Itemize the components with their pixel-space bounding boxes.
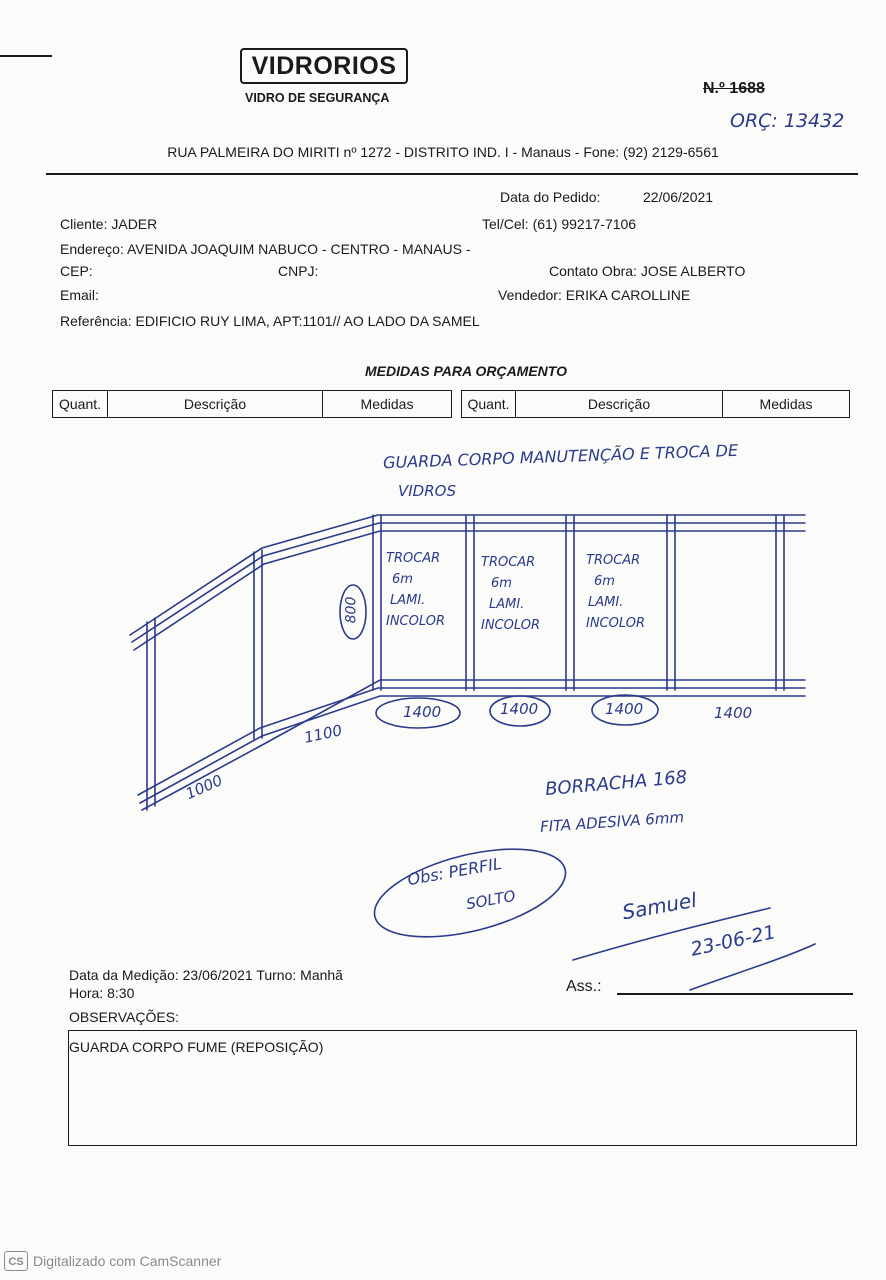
panel-note-1 (386, 548, 445, 632)
signature-line (617, 993, 853, 995)
order-date: 22/06/2021 (643, 189, 714, 205)
col-medidas: Medidas (323, 391, 452, 418)
measurement-date: Data da Medição: 23/06/2021 Turno: Manhã (69, 967, 343, 983)
panel-line: INCOLOR (386, 614, 445, 629)
scanner-watermark (4, 1251, 221, 1271)
signature-name: Samuel (620, 887, 699, 925)
width-dimension: 1400 (605, 700, 644, 718)
email-field: Email: (60, 287, 99, 303)
order-date-label: Data do Pedido: (500, 189, 601, 205)
panel-line: 6m (491, 576, 512, 591)
obs-note-line2: SOLTO (464, 886, 517, 914)
sketch-note-line2: VIDROS (398, 482, 456, 500)
camscanner-icon: CS (4, 1251, 28, 1271)
width-dimension: 1100 (302, 721, 344, 747)
scanner-text: Digitalizado com CamScanner (33, 1253, 222, 1269)
width-dimension: 1000 (182, 771, 226, 803)
signature-date: 23-06-21 (688, 921, 778, 961)
logo-text: VIDRORIOS (251, 52, 397, 80)
observations-text: GUARDA CORPO FUME (REPOSIÇÃO) (69, 1039, 324, 1055)
panel-line: 6m (392, 572, 413, 587)
obs-note-line1: Obs: PERFIL (406, 853, 504, 890)
company-address: RUA PALMEIRA DO MIRITI nº 1272 - DISTRITO IND. I - Manaus - Fone: (92) 2129-6561 (167, 144, 719, 160)
material-borracha: BORRACHA 168 (544, 766, 688, 801)
observations-label: OBSERVAÇÕES: (69, 1009, 179, 1025)
client-field: Cliente: JADER (60, 216, 158, 232)
panel-note-3 (586, 550, 645, 634)
col-descricao: Descrição (108, 391, 323, 418)
logo-tagline: VIDRO DE SEGURANÇA (245, 91, 390, 105)
width-dimension: 1400 (403, 703, 442, 721)
reference-field: Referência: EDIFICIO RUY LIMA, APT:1101// AO LADO DA SAMEL (60, 313, 480, 329)
col-medidas: Medidas (723, 391, 850, 418)
panel-line: TROCAR (586, 553, 641, 568)
panel-line: LAMI. (390, 593, 426, 608)
address-field: Endereço: AVENIDA JOAQUIM NABUCO - CENTRO - MANAUS - (60, 241, 471, 257)
contact-field: Contato Obra: JOSE ALBERTO (549, 263, 746, 279)
phone-field: Tel/Cel: (61) 99217-7106 (482, 216, 637, 232)
col-descricao: Descrição (516, 391, 723, 418)
observations-box (68, 1030, 857, 1146)
measures-title: MEDIDAS PARA ORÇAMENTO (365, 363, 567, 379)
signature-label: Ass.: (566, 978, 602, 995)
order-number: N.º 1688 (703, 80, 765, 97)
col-quant: Quant. (53, 391, 108, 418)
seller-field: Vendedor: ERIKA CAROLLINE (498, 287, 691, 303)
panel-line: TROCAR (481, 555, 536, 570)
panel-line: INCOLOR (481, 618, 540, 633)
panel-line: INCOLOR (586, 616, 645, 631)
height-dimension: 800 (343, 596, 360, 624)
sketch-note-line1: GUARDA CORPO MANUTENÇÃO E TROCA DE (382, 440, 739, 473)
material-fita: FITA ADESIVA 6mm (539, 807, 685, 837)
panel-line: LAMI. (489, 597, 525, 612)
cnpj-field: CNPJ: (278, 263, 319, 279)
width-dimension: 1400 (714, 704, 753, 722)
orcamento-number: ORÇ: 13432 (730, 110, 845, 132)
col-quant: Quant. (462, 391, 516, 418)
panel-note-2 (481, 552, 540, 636)
cep-field: CEP: (60, 263, 93, 279)
panel-line: LAMI. (588, 595, 624, 610)
panel-line: 6m (594, 574, 615, 589)
measurement-time: Hora: 8:30 (69, 985, 135, 1001)
width-dimension: 1400 (500, 700, 539, 718)
panel-line: TROCAR (386, 551, 441, 566)
